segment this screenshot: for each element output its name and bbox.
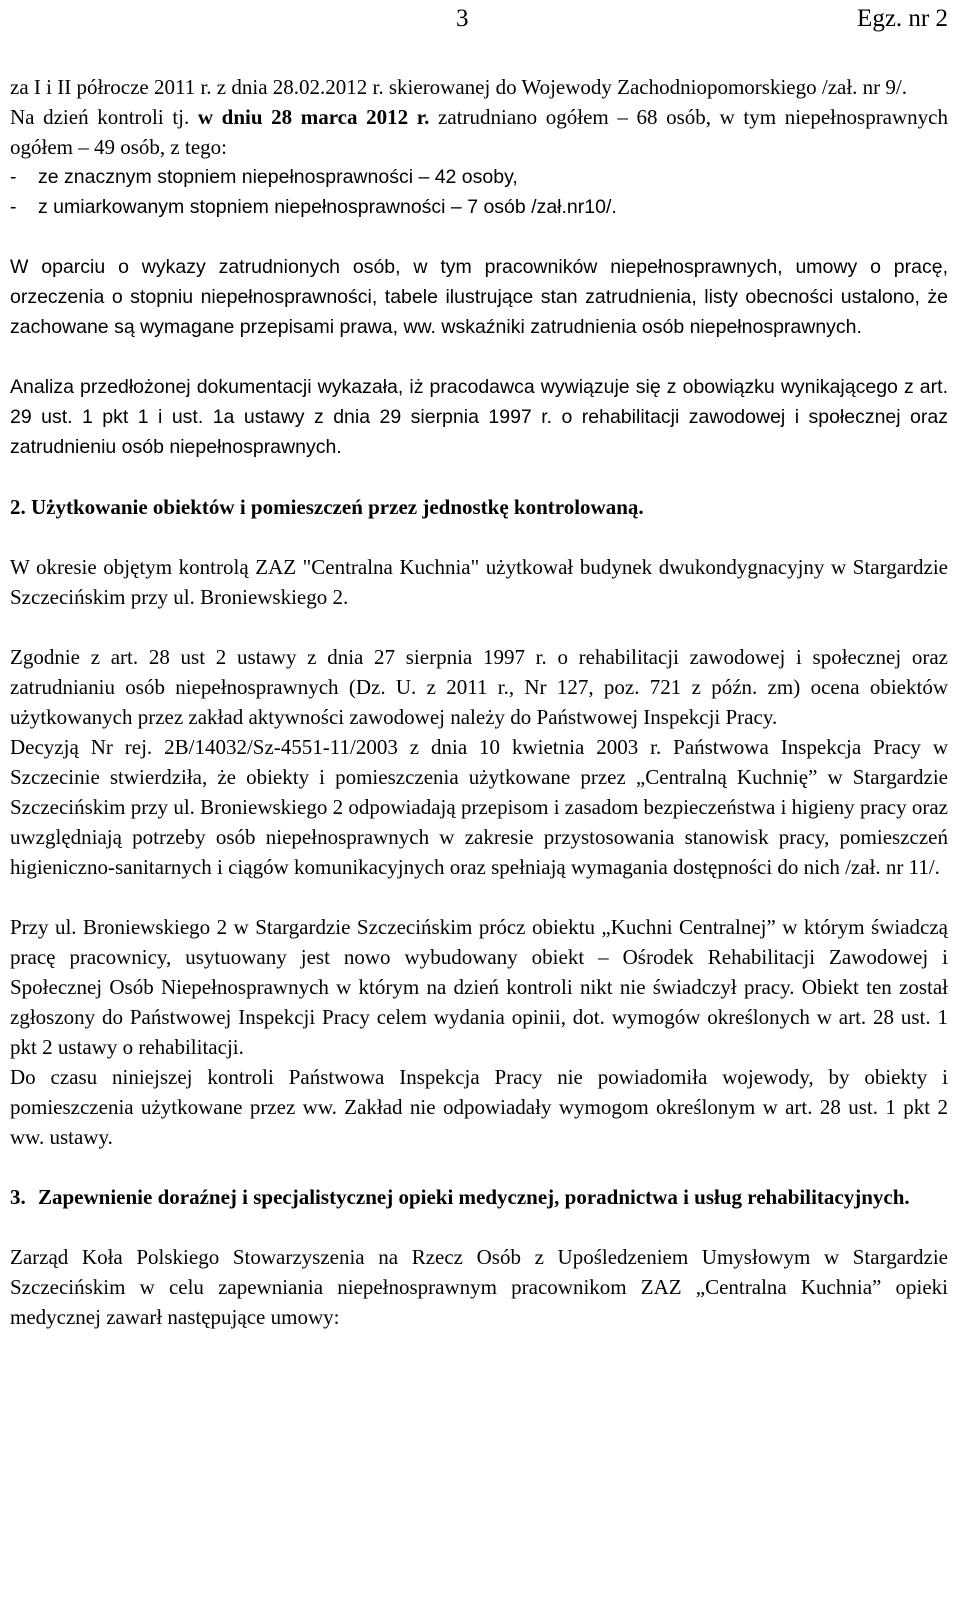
document-body — [10, 72, 948, 1332]
paragraph-decyzja: Decyzją Nr rej. 2B/14032/Sz-4551-11/2003 z dnia 10 kwietnia 2003 r. Państwowa Inspekcja Pracy w Szczecinie stwierdziła, że obiekty i pomieszczenia użytkowane przez „Centralną Kuchnię” w Stargardzie Szczecińskim przy ul. Broniewskiego 2 odpowiadają przepisom i zasadom bezpieczeństwa i higieny pracy oraz uwzględniają potrzeby osób niepełnosprawnych w zakresie przystosowania stanowisk pracy, pomieszczeń higieniczno-sanitarnych i ciągów komunikacyjnych oraz spełniają wymagania dostępności do nich /zał. nr 11/. — [10, 735, 948, 879]
page-header — [0, 2, 960, 36]
control-date: w dniu 28 marca 2012 r. — [197, 105, 430, 129]
paragraph-przy: Przy ul. Broniewskiego 2 w Stargardzie Szczecińskim prócz obiektu „Kuchni Centralnej” w którym świadczą pracę pracownicy, usytuowany jest nowo wybudowany obiekt – Ośrodek Rehabilitacji Zawodowej i Społecznej Osób Niepełnosprawnych w którym na dzień kontroli nikt nie świadczył pracy. Obiekt ten został zgłoszony do Państwowej Inspekcji Pracy celem wydania opinii, dot. wymogów określonych w art. 28 ust. 1 pkt 2 ustawy o rehabilitacji. — [10, 915, 948, 1059]
copy-label: Egz. nr 2 — [857, 5, 948, 32]
section-title: Zapewnienie doraźnej i specjalistycznej opieki medycznej, poradnictwa i usług rehabilitacyjnych. — [38, 1185, 910, 1209]
list-item-text: z umiarkowanym stopniem niepełnosprawności – 7 osób /zał.nr10/. — [38, 196, 617, 218]
paragraph-do-czasu: Do czasu niniejszej kontroli Państwowa Inspekcja Pracy nie powiadomiła wojewody, by obiekty i pomieszczenia użytkowane przez ww. Zakład nie odpowiadały wymogom określonym w art. 28 ust. 1 pkt 2 ww. ustawy. — [10, 1065, 948, 1149]
section-heading-2: 2. Użytkowanie obiektów i pomieszczeń przez jednostkę kontrolowaną. — [10, 495, 644, 519]
paragraph-analiza: Analiza przedłożonej dokumentacji wykazała, iż pracodawca wywiązuje się z obowiązku wynikającego z art. 29 ust. 1 pkt 1 i ust. 1a ustawy z dnia 29 sierpnia 1997 r. o rehabilitacji zawodowej i społecznej oraz zatrudnieniu osób niepełnosprawnych. — [10, 376, 948, 458]
paragraph-okres: W okresie objętym kontrolą ZAZ "Centralna Kuchnia" użytkował budynek dwukondygnacyjny w Stargardzie Szczecińskim przy ul. Broniewskiego 2. — [10, 555, 948, 609]
list-item — [10, 162, 948, 192]
control-paragraph — [10, 102, 948, 162]
control-suffix: zatrudniano ogółem – 68 osób, w tym niepełnosprawnych ogółem – 49 osób, z tego: — [10, 105, 948, 159]
list-dash: - — [10, 166, 17, 188]
paragraph-zgodnie: Zgodnie z art. 28 ust 2 ustawy z dnia 27 sierpnia 1997 r. o rehabilitacji zawodowej i społecznej oraz zatrudnianiu osób niepełnosprawnych (Dz. U. z 2011 r., Nr 127, poz. 721 z późn. zm) ocena obiektów użytkowanych przez zakład aktywności zawodowej należy do Państwowej Inspekcji Pracy. — [10, 645, 948, 729]
control-prefix: Na dzień kontroli tj. — [10, 105, 198, 129]
list-item — [10, 192, 948, 222]
list-dash: - — [10, 196, 17, 218]
section-number: 3. — [10, 1185, 26, 1209]
section-heading-3 — [10, 1182, 948, 1212]
list-item-text: ze znacznym stopniem niepełnosprawności – 42 osoby, — [38, 166, 518, 188]
intro-line: za I i II półrocze 2011 r. z dnia 28.02.2012 r. skierowanej do Wojewody Zachodniopomorskiego /zał. nr 9/. — [10, 75, 908, 99]
paragraph-wykazy: W oparciu o wykazy zatrudnionych osób, w tym pracowników niepełnosprawnych, umowy o pracę, orzeczenia o stopniu niepełnosprawności, tabele ilustrujące stan zatrudnienia, listy obecności ustalono, że zachowane są wymagane przepisami prawa, ww. wskaźniki zatrudnienia osób niepełnosprawnych. — [10, 256, 948, 338]
paragraph-zarzad: Zarząd Koła Polskiego Stowarzyszenia na Rzecz Osób z Upośledzeniem Umysłowym w Stargardzie Szczecińskim w celu zapewniania niepełnosprawnym pracownikom ZAZ „Centralna Kuchnia” opieki medycznej zawarł następujące umowy: — [10, 1245, 948, 1329]
page-number: 3 — [456, 5, 469, 32]
